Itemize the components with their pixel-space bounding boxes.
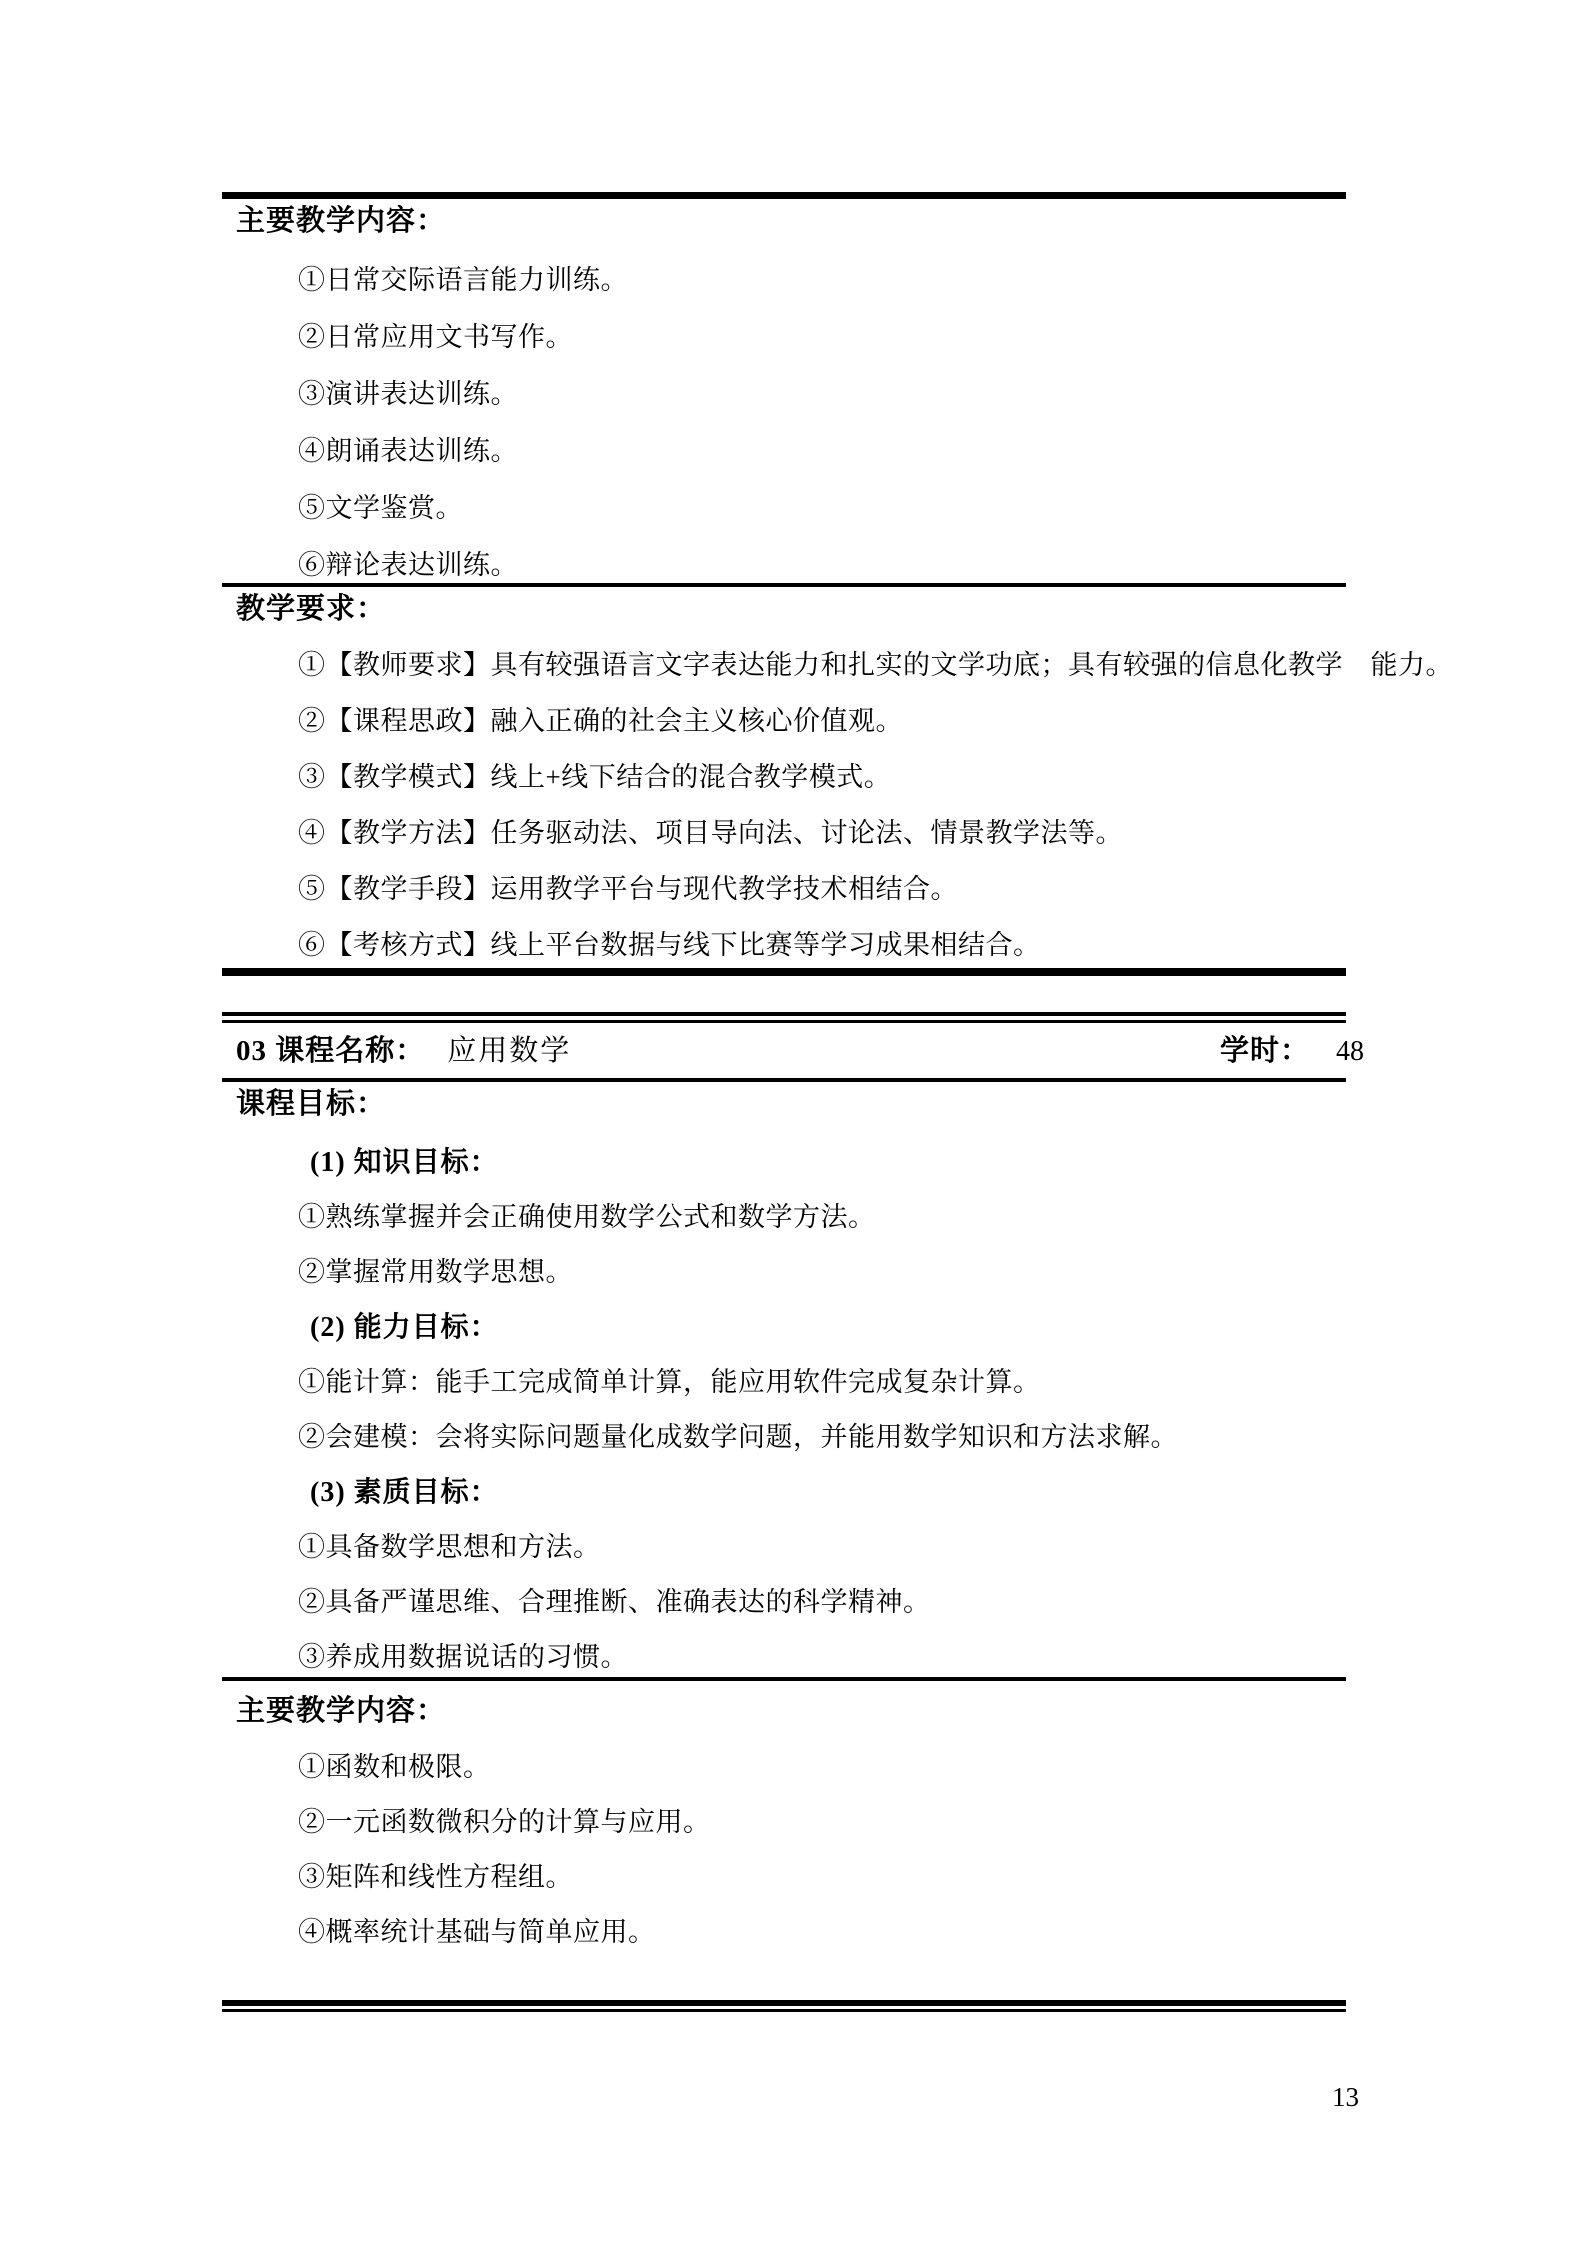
list-item: ③矩阵和线性方程组。 [298,1862,573,1892]
list-item: ②日常应用文书写作。 [298,322,573,352]
divider-heavy [222,968,1346,976]
list-item: ④【教学方法】任务驱动法、项目导向法、讨论法、情景教学法等。 [298,818,1123,848]
divider-double [222,1012,1346,1023]
list-item: ②掌握常用数学思想。 [298,1257,573,1287]
divider-top-heavy [222,192,1346,199]
list-item: ③演讲表达训练。 [298,379,518,409]
list-item: ①熟练掌握并会正确使用数学公式和数学方法。 [298,1202,876,1232]
list-item: ②【课程思政】融入正确的社会主义核心价值观。 [298,706,903,736]
section-course-objectives [222,1086,1346,1673]
course-hours-label: 学时： [1219,1035,1310,1067]
list-item: ①能计算：能手工完成简单计算，能应用软件完成复杂计算。 [298,1367,1041,1397]
list-item: ①函数和极限。 [298,1752,491,1782]
section-teaching-requirements [222,591,1453,961]
objective-group-heading-knowledge: (1) 知识目标： [310,1147,499,1178]
section-title-teaching-requirements: 教学要求： [236,593,387,625]
list-item: ①具备数学思想和方法。 [298,1532,601,1562]
section-title-course-objectives: 课程目标： [236,1088,387,1120]
divider-thin [222,583,1346,587]
course-number-label: 03 课程名称： [236,1035,426,1067]
list-item: ④朗诵表达训练。 [298,436,518,466]
section-title-teaching-content-1: 主要教学内容： [236,205,447,237]
list-item: ④概率统计基础与简单应用。 [298,1917,656,1947]
list-item: ③养成用数据说话的习惯。 [298,1642,628,1672]
divider-thin [222,1677,1346,1681]
course-hours-group [1220,1033,1364,1070]
divider-double-bottom [222,2000,1346,2012]
document-content [222,0,1453,2012]
list-item: ②一元函数微积分的计算与应用。 [298,1807,711,1837]
section-main-teaching-content-2 [222,1693,1346,1948]
course-hours-value: 48 [1336,1036,1364,1067]
list-item: ⑤文学鉴赏。 [298,493,463,523]
course-name-group [236,1033,571,1069]
list-item: ⑥【考核方式】线上平台数据与线下比赛等学习成果相结合。 [298,930,1041,960]
list-item: ⑥辩论表达训练。 [298,550,518,580]
list-item: ②具备严谨思维、合理推断、准确表达的科学精神。 [298,1587,931,1617]
divider-mid [222,1078,1346,1082]
course-header-row [236,1033,1364,1070]
section-main-teaching-content-1 [222,203,1346,581]
list-item: ⑤【教学手段】运用教学平台与现代教学技术相结合。 [298,874,958,904]
objective-group-heading-quality: (3) 素质目标： [310,1477,499,1508]
list-item: ③【教学模式】线上+线下结合的混合教学模式。 [298,762,892,792]
section-title-teaching-content-2: 主要教学内容： [236,1695,447,1727]
course-name-value: 应用数学 [447,1035,572,1067]
list-item: ①【教师要求】具有较强语言文字表达能力和扎实的文学功底；具有较强的信息化教学 能力。 [298,650,1453,680]
objective-group-heading-ability: (2) 能力目标： [310,1312,499,1343]
list-item: ①日常交际语言能力训练。 [298,265,628,295]
list-item: ②会建模：会将实际问题量化成数学问题，并能用数学知识和方法求解。 [298,1422,1178,1452]
page-number: 13 [1332,2082,1359,2112]
